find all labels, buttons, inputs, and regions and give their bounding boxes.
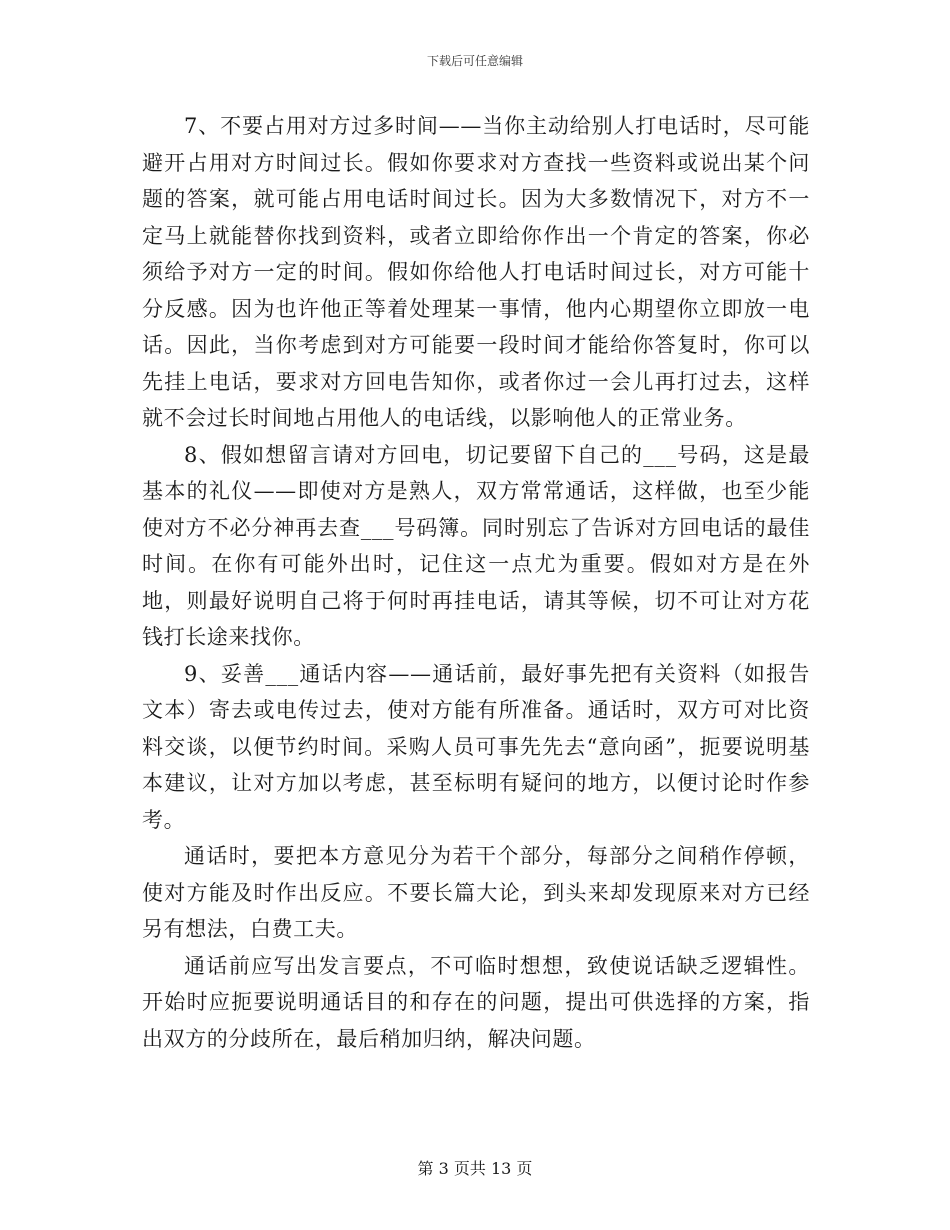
paragraph-9: 9、妥善___通话内容——通话前，最好事先把有关资料（如报告文本）寄去或电传过去，使对方能有所准备。通话时，双方可对比资料交谈，以便节约时间。采购人员可事先先去“意向函”，扼要说明基本建议，让对方加以考虑，甚至标明有疑问的地方，以便讨论时作参考。 [142, 661, 810, 832]
page-number: 第 3 页共 13 页 [417, 1159, 533, 1178]
paragraph-7: 7、不要占用对方过多时间——当你主动给别人打电话时，尽可能避开占用对方时间过长。假如你要求对方查找一些资料或说出某个问题的答案，就可能占用电话时间过长。因为大多数情况下，对方不一定马上就能替你找到资料，或者立即给你作出一个肯定的答案，你必须给予对方一定的时间。假如你给他人打电话时间过长，对方可能十分反感。因为也许他正等着处理某一事情，他内心期望你立即放一电话。因此，当你考虑到对方可能要一段时间才能给你答复时，你可以先挂上电话，要求对方回电告知你，或者你过一会儿再打过去，这样就不会过长时间地占用他人的电话线，以影响他人的正常业务。 [142, 114, 810, 430]
page-header: 下载后可任意编辑 [426, 54, 523, 68]
paragraph-8: 8、假如想留言请对方回电，切记要留下自己的___号码，这是最基本的礼仪——即使对方是熟人，双方常常通话，这样做，也至少能使对方不必分神再去查___号码簿。同时别忘了告诉对方回电话的最佳时间。在你有可能外出时，记住这一点尤为重要。假如对方是在外地，则最好说明自己将于何时再挂电话，请其等候，切不可让对方花钱打长途来找你。 [142, 442, 810, 649]
paragraph-call-tips: 通话时，要把本方意见分为若干个部分，每部分之间稍作停顿，使对方能及时作出反应。不要长篇大论，到头来却发现原来对方已经另有想法，白费工夫。 [142, 844, 810, 941]
document-body [142, 108, 810, 1057]
paragraph-preparation: 通话前应写出发言要点，不可临时想想，致使说话缺乏逻辑性。开始时应扼要说明通话目的和存在的问题，提出可供选择的方案，指出双方的分歧所在，最后稍加归纳，解决问题。 [142, 953, 810, 1051]
